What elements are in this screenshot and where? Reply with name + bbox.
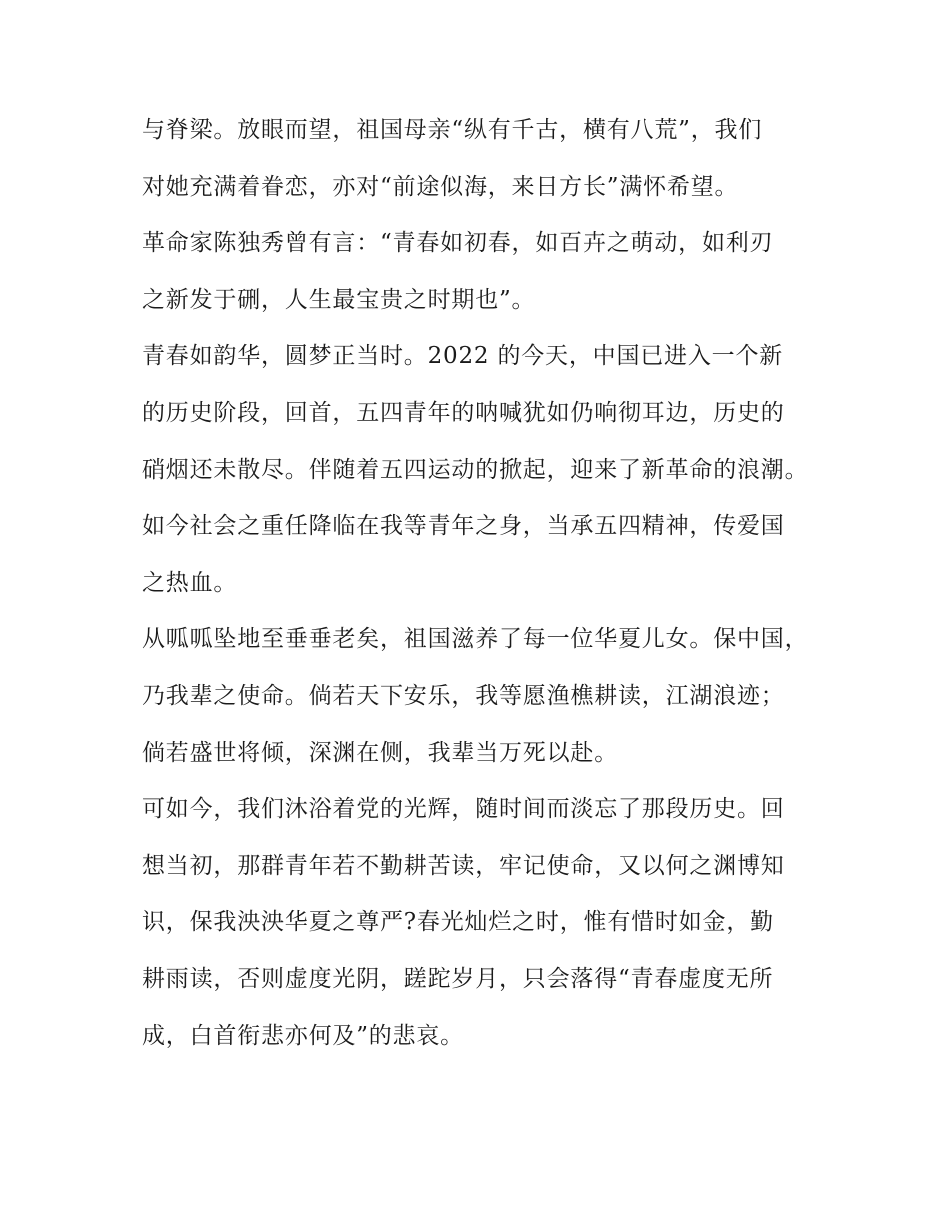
text-line: 成，白首衔悲亦何及”的悲哀。 bbox=[142, 1022, 464, 1049]
body-text bbox=[142, 108, 842, 1070]
text-line: 与脊梁。放眼而望，祖国母亲“纵有千古，横有八荒”，我们 bbox=[142, 117, 763, 143]
text-line: 之热血。 bbox=[142, 569, 238, 596]
text-line: 对她充满着眷恋，亦对“前途似海，来日方长”满怀希望。 bbox=[142, 173, 739, 200]
text-line: 乃我辈之使命。倘若天下安乐，我等愿渔樵耕读，江湖浪迹； bbox=[142, 682, 785, 709]
text-line: 革命家陈独秀曾有言：“青春如初春，如百卉之萌动，如利刃 bbox=[142, 230, 774, 257]
text-line: 识，保我泱泱华夏之尊严?春光灿烂之时，惟有惜时如金，勤 bbox=[142, 909, 774, 936]
text-line: 的历史阶段，回首，五四青年的呐喊犹如仍响彻耳边，历史的 bbox=[142, 399, 785, 426]
text-line: 从呱呱坠地至垂垂老矣，祖国滋养了每一位华夏儿女。保中国， bbox=[142, 626, 809, 653]
text-line: 如今社会之重任降临在我等青年之身，当承五四精神，传爱国 bbox=[142, 513, 785, 540]
text-line: 倘若盛世将倾，深渊在侧，我辈当万死以赴。 bbox=[142, 739, 618, 766]
text-line: 青春如韵华，圆梦正当时。2022 的今天，中国已进入一个新 bbox=[142, 343, 784, 370]
text-line: 硝烟还未散尽。伴随着五四运动的掀起，迎来了新革命的浪潮。 bbox=[142, 456, 809, 483]
text-line: 耕雨读，否则虚度光阴，蹉跎岁月，只会落得“青春虚度无所 bbox=[142, 965, 774, 992]
text-line: 可如今，我们沐浴着党的光辉，随时间而淡忘了那段历史。回 bbox=[142, 796, 785, 823]
text-line: 想当初，那群青年若不勤耕苦读，牢记使命，又以何之渊博知 bbox=[142, 852, 785, 879]
text-line: 之新发于硎，人生最宝贵之时期也”。 bbox=[142, 286, 536, 313]
